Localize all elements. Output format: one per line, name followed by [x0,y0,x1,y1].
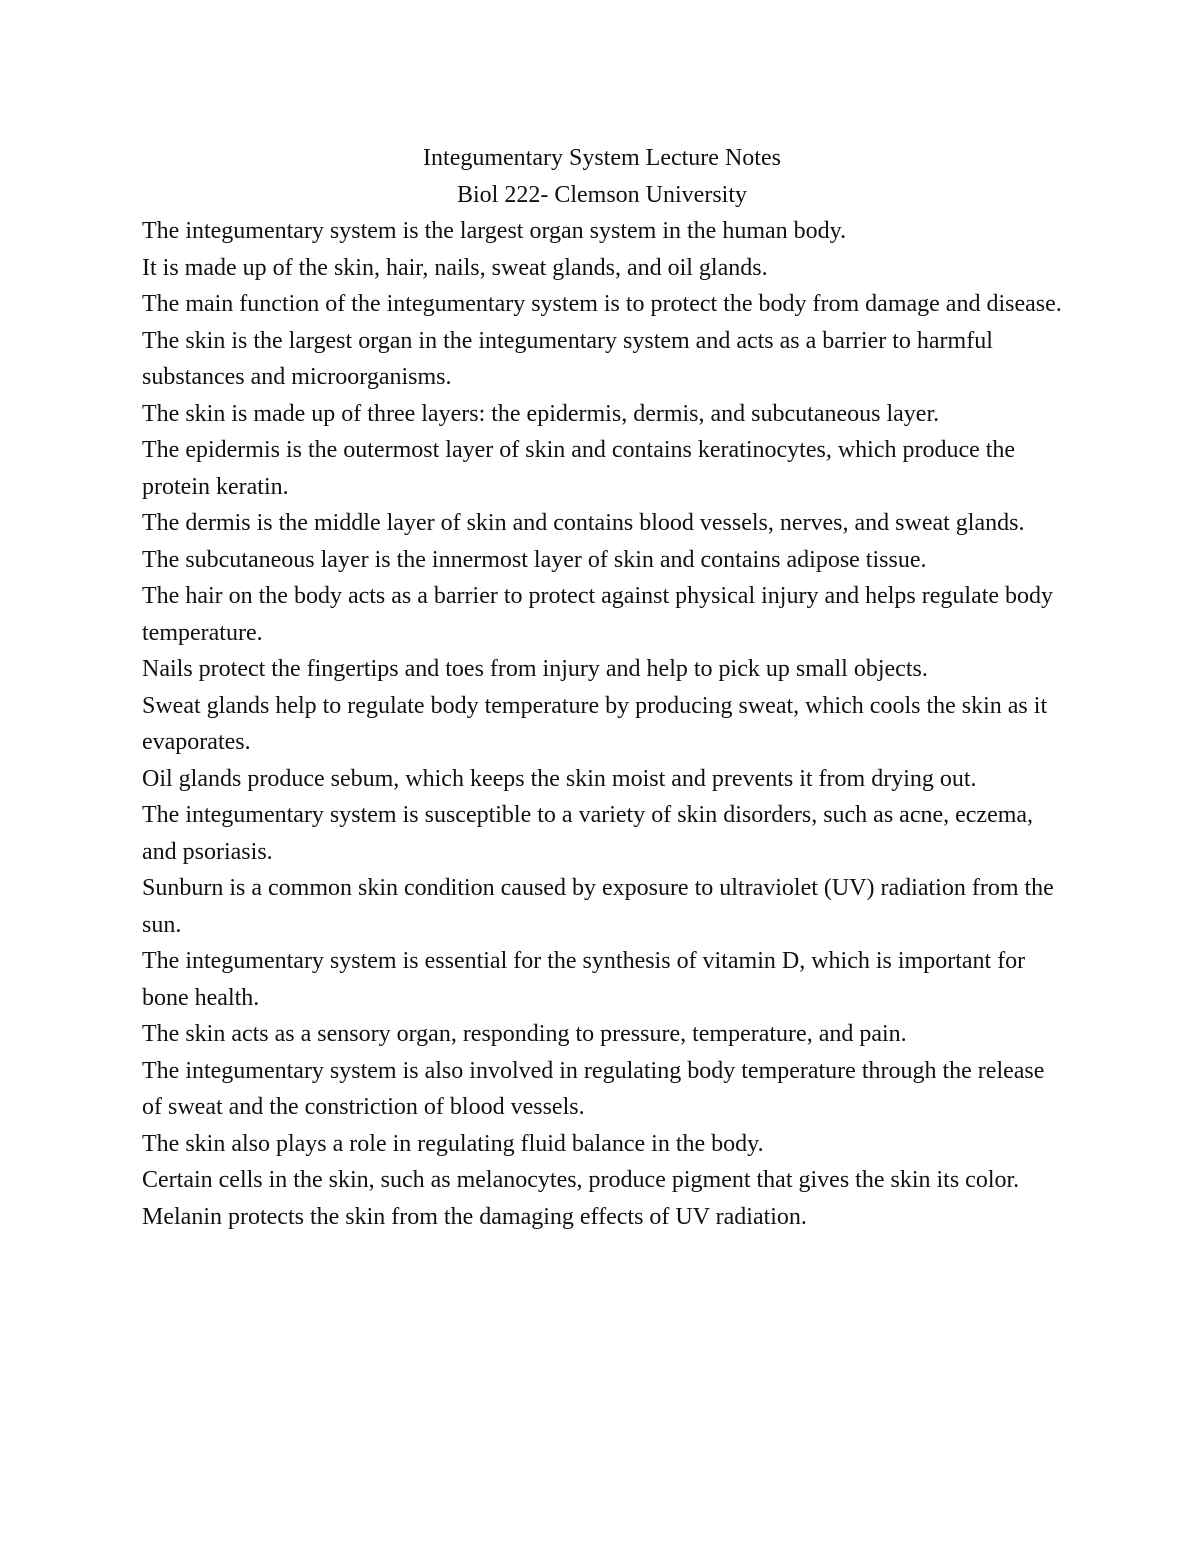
paragraph: The subcutaneous layer is the innermost layer of skin and contains adipose tissue. [142,546,927,573]
document-title: Integumentary System Lecture Notes [423,145,781,171]
paragraph: The skin is the largest organ in the integumentary system and acts as a barrier to harmful substances and microorganisms. [142,327,993,390]
paragraph: Nails protect the fingertips and toes from injury and help to pick up small objects. [142,656,928,682]
paragraph: The integumentary system is susceptible to a variety of skin disorders, such as acne, eczema, and psoriasis. [142,802,1034,865]
paragraph: The skin acts as a sensory organ, responding to pressure, temperature, and pain. [142,1021,907,1047]
paragraph: It is made up of the skin, hair, nails, sweat glands, and oil glands. [142,254,768,281]
paragraph: The hair on the body acts as a barrier to protect against physical injury and helps regulate body temperature. [142,583,1054,646]
document-subtitle: Biol 222- Clemson University [457,181,747,208]
paragraph: The dermis is the middle layer of skin and contains blood vessels, nerves, and sweat glands. [142,510,1025,536]
paragraph: The main function of the integumentary system is to protect the body from damage and disease. [142,291,1062,317]
paragraph: Sunburn is a common skin condition caused by exposure to ultraviolet (UV) radiation from the sun. [142,875,1054,938]
paragraph: The skin also plays a role in regulating fluid balance in the body. [142,1130,764,1157]
paragraph: The integumentary system is essential for the synthesis of vitamin D, which is important for bone health. [142,948,1026,1011]
paragraph: The integumentary system is also involved in regulating body temperature through the release of sweat and the constriction of blood vessels. [142,1057,1045,1120]
document-content [142,140,1062,1235]
paragraph: Certain cells in the skin, such as melanocytes, produce pigment that gives the skin its color. [142,1167,1020,1193]
paragraph: Melanin protects the skin from the damaging effects of UV radiation. [142,1203,807,1230]
paragraph: Oil glands produce sebum, which keeps the skin moist and prevents it from drying out. [142,765,977,792]
paragraph: Sweat glands help to regulate body temperature by producing sweat, which cools the skin as it evaporates. [142,692,1048,755]
paragraph-list [142,213,1062,1235]
paragraph: The integumentary system is the largest organ system in the human body. [142,218,847,244]
paragraph: The skin is made up of three layers: the epidermis, dermis, and subcutaneous layer. [142,400,940,427]
paragraph: The epidermis is the outermost layer of skin and contains keratinocytes, which produce the protein keratin. [142,437,1016,500]
